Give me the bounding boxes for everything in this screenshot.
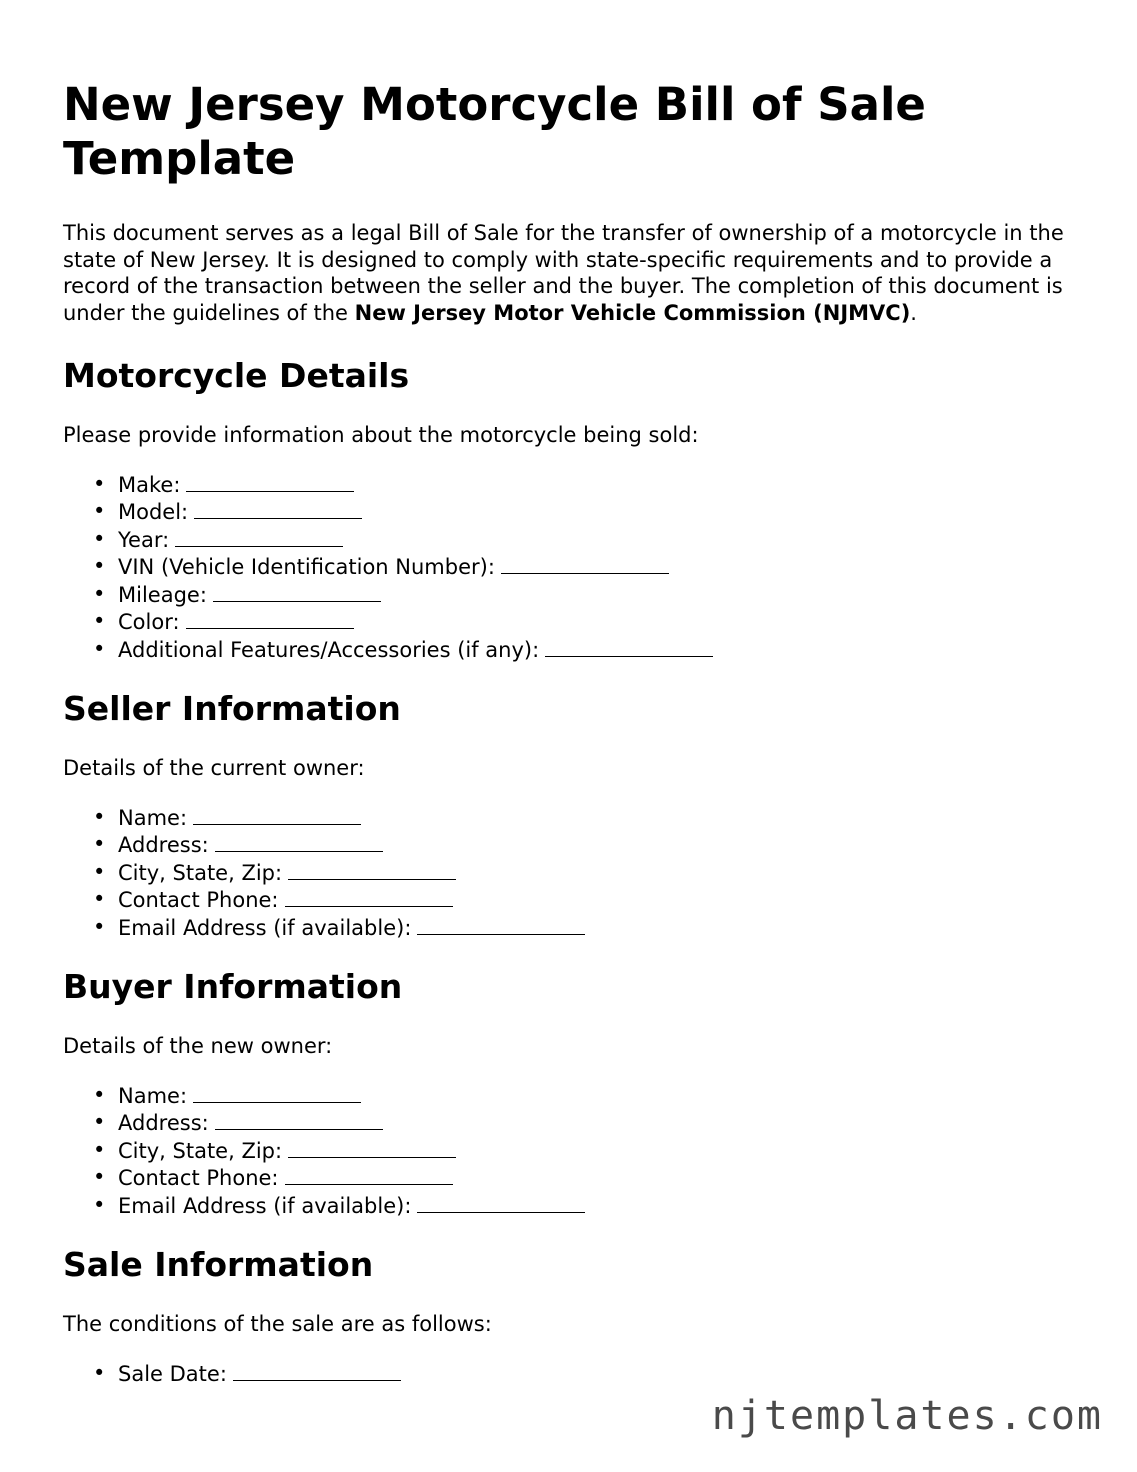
fill-in-blank[interactable]: [501, 553, 669, 574]
fill-in-blank[interactable]: [285, 1164, 453, 1185]
field-label: Address:: [118, 1111, 209, 1135]
section-lead-buyer: Details of the new owner:: [63, 1034, 333, 1058]
list-item: [93, 1137, 1073, 1165]
field-label: Email Address (if available):: [118, 1193, 412, 1218]
bullet-icon: •: [93, 804, 106, 829]
fill-in-blank[interactable]: [215, 1109, 383, 1130]
bullet-icon: •: [93, 499, 106, 523]
sale-fields-list: [63, 1360, 1073, 1388]
bullet-icon: •: [93, 609, 106, 633]
list-item: [93, 581, 1073, 609]
section-lead-motorcycle: Please provide information about the motorcycle being sold:: [63, 423, 699, 447]
field-label: Name:: [118, 1083, 188, 1108]
field-label: Sale Date:: [118, 1361, 227, 1386]
list-item: [93, 804, 1073, 832]
bullet-icon: •: [93, 581, 106, 606]
fill-in-blank[interactable]: [186, 608, 354, 629]
bullet-icon: •: [93, 1360, 106, 1385]
list-item: [93, 1360, 1073, 1388]
motorcycle-fields-list: [63, 471, 1073, 664]
list-item: [93, 553, 1073, 581]
field-label: Model:: [118, 500, 189, 524]
list-item: [93, 498, 1073, 526]
list-item: [93, 636, 1073, 664]
fill-in-blank[interactable]: [285, 886, 453, 907]
fill-in-blank[interactable]: [288, 859, 456, 880]
buyer-fields-list: [63, 1082, 1073, 1220]
bullet-icon: •: [93, 914, 106, 939]
field-label: Contact Phone:: [118, 888, 279, 912]
field-label: City, State, Zip:: [118, 860, 283, 885]
section-heading-motorcycle: Motorcycle Details: [63, 356, 410, 395]
bullet-icon: •: [93, 887, 106, 911]
bullet-icon: •: [93, 1082, 106, 1107]
field-label: Contact Phone:: [118, 1166, 279, 1190]
fill-in-blank[interactable]: [175, 526, 343, 547]
fill-in-blank[interactable]: [193, 804, 361, 825]
watermark: njtemplates.com: [711, 1393, 1103, 1439]
bullet-icon: •: [93, 471, 106, 496]
fill-in-blank[interactable]: [233, 1360, 401, 1381]
field-label: Address:: [118, 833, 209, 857]
section-heading-buyer: Buyer Information: [63, 967, 403, 1006]
field-label: Year:: [118, 527, 170, 552]
fill-in-blank[interactable]: [186, 471, 354, 492]
field-label: Email Address (if available):: [118, 915, 412, 940]
section-heading-seller: Seller Information: [63, 689, 401, 728]
section-heading-sale: Sale Information: [63, 1245, 374, 1284]
section-lead-sale: The conditions of the sale are as follows:: [63, 1312, 492, 1336]
field-label: City, State, Zip:: [118, 1138, 283, 1163]
list-item: [93, 1109, 1073, 1137]
bullet-icon: •: [93, 1192, 106, 1217]
intro-end: .: [910, 300, 917, 325]
bullet-icon: •: [93, 526, 106, 551]
list-item: [93, 859, 1073, 887]
fill-in-blank[interactable]: [213, 581, 381, 602]
intro-text: This document serves as a legal Bill of Sale for the transfer of ownership of a motorcycle in the state of New Jersey. It is designed to comply with state-specific requirements and to provide a record of the transaction between the seller and the buyer. The completion of this document is under the guidelines of the: [63, 221, 1064, 325]
bullet-icon: •: [93, 1110, 106, 1134]
fill-in-blank[interactable]: [545, 636, 713, 657]
field-label: Color:: [118, 610, 180, 634]
bullet-icon: •: [93, 1165, 106, 1189]
bullet-icon: •: [93, 554, 106, 578]
list-item: [93, 608, 1073, 636]
list-item: [93, 471, 1073, 499]
intro-paragraph: [63, 220, 1073, 326]
section-lead-seller: Details of the current owner:: [63, 756, 365, 780]
list-item: [93, 526, 1073, 554]
list-item: [93, 886, 1073, 914]
bullet-icon: •: [93, 636, 106, 661]
bullet-icon: •: [93, 1137, 106, 1162]
list-item: [93, 831, 1073, 859]
fill-in-blank[interactable]: [417, 914, 585, 935]
field-label: VIN (Vehicle Identification Number):: [118, 555, 495, 579]
fill-in-blank[interactable]: [215, 831, 383, 852]
field-label: Make:: [118, 472, 181, 497]
list-item: [93, 1192, 1073, 1220]
seller-fields-list: [63, 804, 1073, 942]
fill-in-blank[interactable]: [194, 498, 362, 519]
field-label: Mileage:: [118, 582, 207, 607]
list-item: [93, 1082, 1073, 1110]
fill-in-blank[interactable]: [193, 1082, 361, 1103]
intro-agency: New Jersey Motor Vehicle Commission (NJMVC): [354, 300, 911, 325]
document-page: [63, 78, 1073, 1413]
page-title: New Jersey Motorcycle Bill of Sale Template: [63, 78, 926, 185]
bullet-icon: •: [93, 859, 106, 884]
field-label: Additional Features/Accessories (if any):: [118, 637, 540, 662]
list-item: [93, 914, 1073, 942]
fill-in-blank[interactable]: [288, 1137, 456, 1158]
field-label: Name:: [118, 805, 188, 830]
list-item: [93, 1164, 1073, 1192]
bullet-icon: •: [93, 832, 106, 856]
fill-in-blank[interactable]: [417, 1192, 585, 1213]
